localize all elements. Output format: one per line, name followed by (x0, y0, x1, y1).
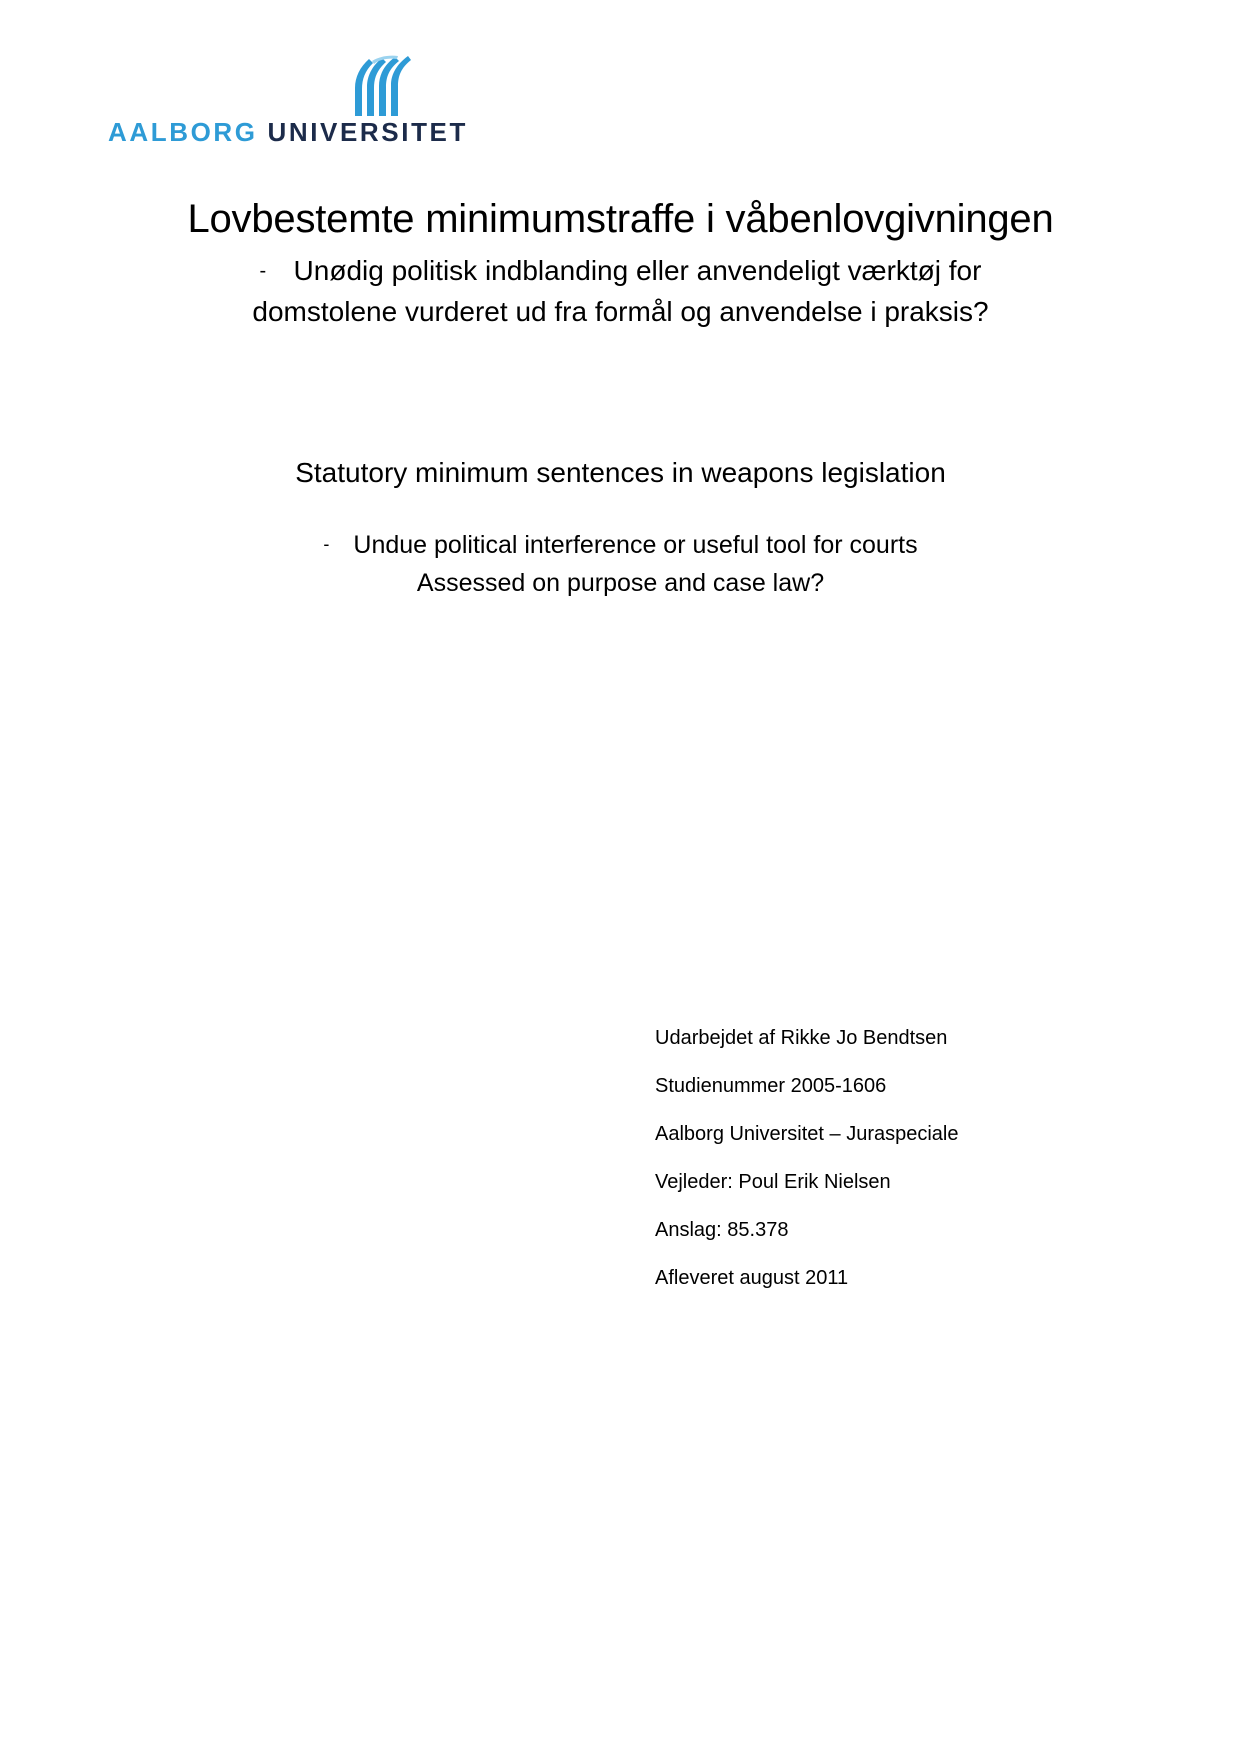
danish-subtitle-line-1 (0, 251, 1241, 292)
meta-institution: Aalborg Universitet – Juraspeciale (655, 1123, 959, 1145)
english-title-block (0, 455, 1241, 602)
author-metadata-block (655, 1028, 1115, 1288)
danish-subtitle-list (0, 251, 1241, 333)
logo-wordmark (108, 117, 468, 148)
danish-title-block (0, 196, 1241, 333)
dash-bullet: - (259, 260, 267, 283)
danish-subtitle-text-1: Unødig politisk indblanding eller anvendeligt værktøj for (293, 255, 982, 287)
english-title: Statutory minimum sentences in weapons legislation (295, 457, 946, 488)
english-subtitle-text-1: Undue political interference or useful tool for courts (353, 531, 918, 560)
english-subtitle-line-2: Assessed on purpose and case law? (416, 568, 825, 597)
logo-word-universitet: UNIVERSITET (267, 117, 468, 147)
meta-author: Udarbejdet af Rikke Jo Bendtsen (655, 1027, 948, 1049)
meta-character-count: Anslag: 85.378 (655, 1219, 789, 1241)
english-subtitle-line-1 (0, 527, 1241, 565)
meta-supervisor: Vejleder: Poul Erik Nielsen (655, 1171, 891, 1193)
meta-submitted: Afleveret august 2011 (655, 1267, 849, 1289)
aalborg-university-logo (108, 55, 528, 150)
aau-wave-mark-icon (342, 55, 412, 117)
logo-word-aalborg: AALBORG (108, 117, 258, 147)
dash-bullet-en: - (323, 534, 330, 555)
page-title: Lovbestemte minimumstraffe i våbenlovgivningen (187, 197, 1054, 241)
danish-subtitle-line-2: domstolene vurderet ud fra formål og anvendelse i praksis? (252, 296, 989, 328)
meta-student-number: Studienummer 2005-1606 (655, 1075, 887, 1097)
